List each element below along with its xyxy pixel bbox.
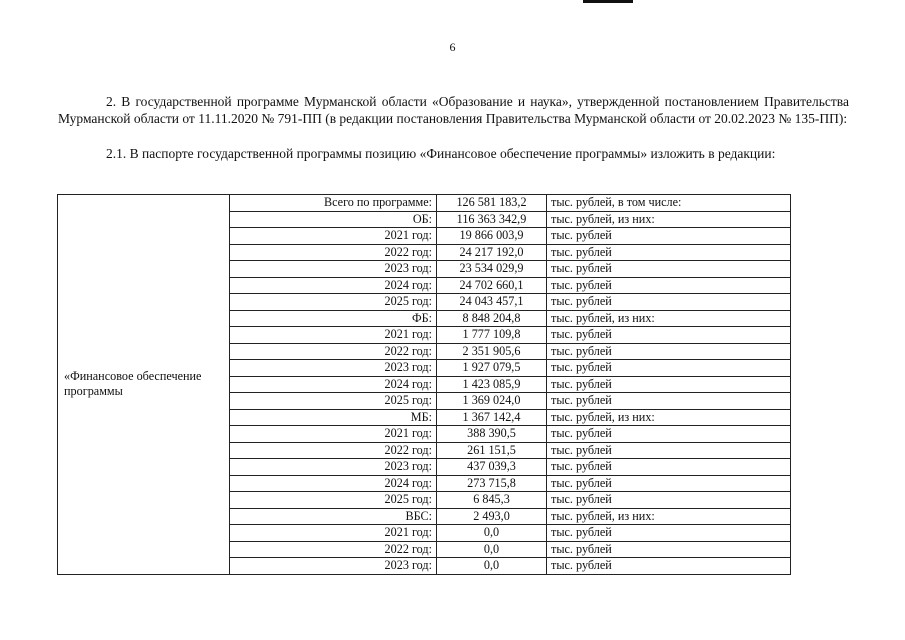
category-cell: 2021 год:	[230, 525, 437, 542]
amount-cell: 388 390,5	[437, 426, 547, 443]
category-cell: 2022 год:	[230, 442, 437, 459]
unit-cell: тыс. рублей	[547, 541, 791, 558]
unit-cell: тыс. рублей, из них:	[547, 409, 791, 426]
amount-cell: 0,0	[437, 558, 547, 575]
unit-cell: тыс. рублей	[547, 459, 791, 476]
category-cell: 2023 год:	[230, 459, 437, 476]
paragraph-amendment-intro: 2. В государственной программе Мурманской области «Образование и наука», утвержденной постановлением Правительства Мурманской области от 11.11.2020 № 791-ПП (в редакции постановления Правительства Мурманской области от 20.02.2023 № 135-ПП):	[58, 94, 849, 126]
amount-cell: 261 151,5	[437, 442, 547, 459]
unit-cell: тыс. рублей	[547, 360, 791, 377]
financing-label-cell: «Финансовое обеспечение программы	[58, 195, 230, 575]
category-cell: 2021 год:	[230, 327, 437, 344]
unit-cell: тыс. рублей, из них:	[547, 508, 791, 525]
category-cell: 2024 год:	[230, 475, 437, 492]
amount-cell: 6 845,3	[437, 492, 547, 509]
category-cell: Всего по программе:	[230, 195, 437, 212]
amount-cell: 24 702 660,1	[437, 277, 547, 294]
category-cell: 2023 год:	[230, 558, 437, 575]
category-cell: 2023 год:	[230, 261, 437, 278]
category-cell: ВБС:	[230, 508, 437, 525]
unit-cell: тыс. рублей	[547, 343, 791, 360]
unit-cell: тыс. рублей	[547, 277, 791, 294]
unit-cell: тыс. рублей	[547, 426, 791, 443]
amount-cell: 1 927 079,5	[437, 360, 547, 377]
amount-cell: 24 217 192,0	[437, 244, 547, 261]
unit-cell: тыс. рублей	[547, 376, 791, 393]
table-row	[58, 195, 791, 212]
category-cell: 2025 год:	[230, 492, 437, 509]
unit-cell: тыс. рублей, из них:	[547, 211, 791, 228]
amount-cell: 2 351 905,6	[437, 343, 547, 360]
page-number: 6	[449, 40, 456, 54]
amount-cell: 8 848 204,8	[437, 310, 547, 327]
category-cell: ФБ:	[230, 310, 437, 327]
page-top-mark	[583, 0, 633, 3]
amount-cell: 126 581 183,2	[437, 195, 547, 212]
amount-cell: 24 043 457,1	[437, 294, 547, 311]
amount-cell: 1 423 085,9	[437, 376, 547, 393]
category-cell: 2021 год:	[230, 426, 437, 443]
paragraph-passport-instruction: 2.1. В паспорте государственной программы позицию «Финансовое обеспечение программы» изложить в редакции:	[106, 146, 776, 161]
unit-cell: тыс. рублей, из них:	[547, 310, 791, 327]
unit-cell: тыс. рублей	[547, 244, 791, 261]
unit-cell: тыс. рублей	[547, 475, 791, 492]
unit-cell: тыс. рублей	[547, 294, 791, 311]
category-cell: 2023 год:	[230, 360, 437, 377]
amount-cell: 1 777 109,8	[437, 327, 547, 344]
category-cell: 2022 год:	[230, 244, 437, 261]
category-cell: 2022 год:	[230, 343, 437, 360]
financing-table	[57, 194, 791, 575]
unit-cell: тыс. рублей	[547, 525, 791, 542]
unit-cell: тыс. рублей, в том числе:	[547, 195, 791, 212]
category-cell: 2025 год:	[230, 294, 437, 311]
category-cell: 2024 год:	[230, 277, 437, 294]
unit-cell: тыс. рублей	[547, 442, 791, 459]
amount-cell: 1 367 142,4	[437, 409, 547, 426]
amount-cell: 116 363 342,9	[437, 211, 547, 228]
amount-cell: 273 715,8	[437, 475, 547, 492]
category-cell: 2024 год:	[230, 376, 437, 393]
unit-cell: тыс. рублей	[547, 228, 791, 245]
category-cell: МБ:	[230, 409, 437, 426]
amount-cell: 0,0	[437, 525, 547, 542]
amount-cell: 0,0	[437, 541, 547, 558]
amount-cell: 2 493,0	[437, 508, 547, 525]
unit-cell: тыс. рублей	[547, 492, 791, 509]
unit-cell: тыс. рублей	[547, 327, 791, 344]
category-cell: ОБ:	[230, 211, 437, 228]
amount-cell: 19 866 003,9	[437, 228, 547, 245]
amount-cell: 23 534 029,9	[437, 261, 547, 278]
category-cell: 2022 год:	[230, 541, 437, 558]
category-cell: 2021 год:	[230, 228, 437, 245]
amount-cell: 1 369 024,0	[437, 393, 547, 410]
unit-cell: тыс. рублей	[547, 261, 791, 278]
unit-cell: тыс. рублей	[547, 393, 791, 410]
financing-table-body	[58, 195, 791, 575]
amount-cell: 437 039,3	[437, 459, 547, 476]
unit-cell: тыс. рублей	[547, 558, 791, 575]
category-cell: 2025 год:	[230, 393, 437, 410]
